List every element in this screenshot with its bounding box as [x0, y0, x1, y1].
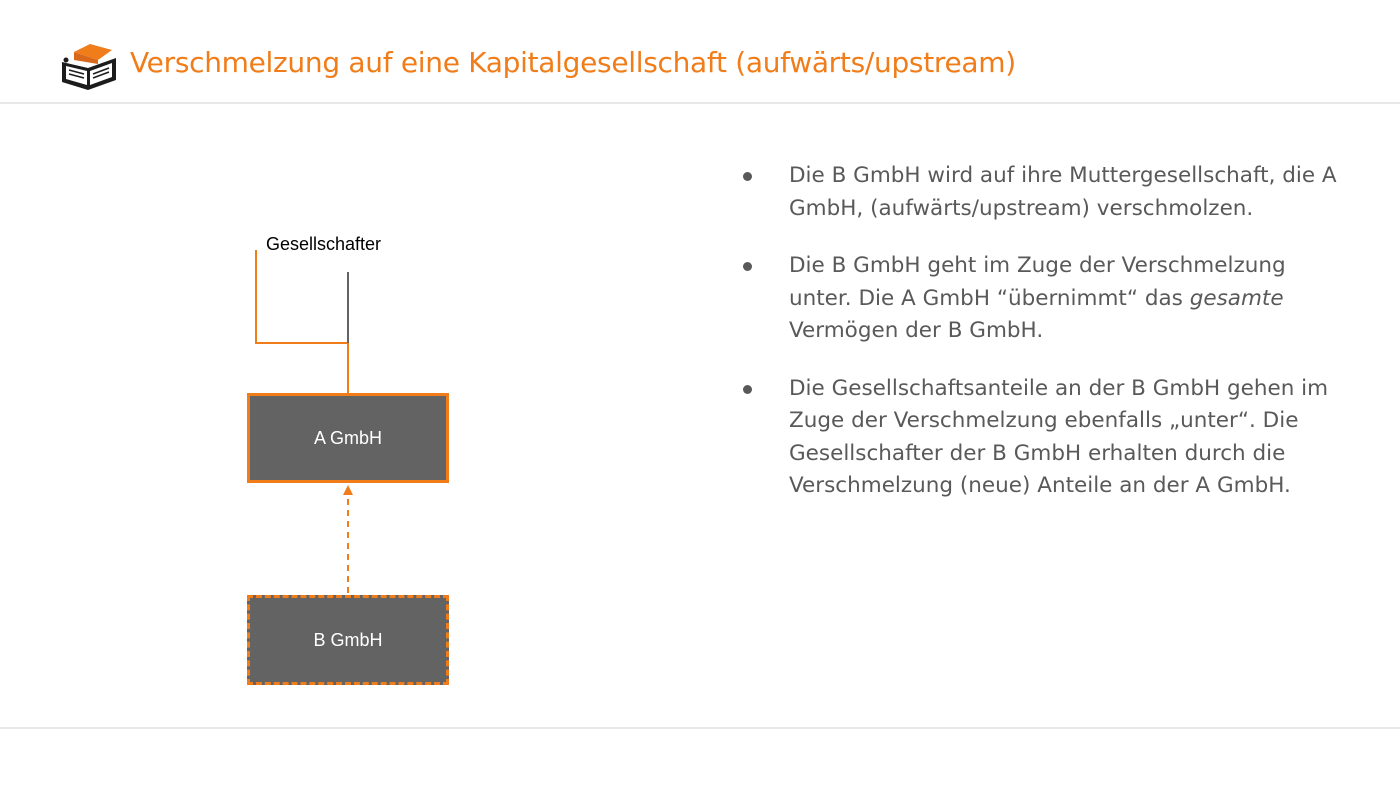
- merger-arrowhead-icon: [343, 485, 353, 495]
- company-a-box: [247, 393, 449, 483]
- bullet-text-part: Vermögen der B GmbH.: [789, 318, 1044, 343]
- bullet-text: Die B GmbH wird auf ihre Muttergesellschaft, die A GmbH, (aufwärts/upstream) verschmolzen.: [789, 163, 1337, 221]
- bullet-text-part: Die B GmbH geht im Zuge der Verschmelzung unter. Die A GmbH “übernimmt“ das: [789, 253, 1286, 311]
- bullet-dot-icon: [743, 385, 752, 394]
- bullet-item: [740, 160, 1340, 225]
- company-a-label: A GmbH: [313, 427, 383, 448]
- explanation-bullet-list: [740, 160, 1340, 528]
- footer-divider: [0, 727, 1400, 729]
- slide-header: [0, 0, 1400, 104]
- bullet-dot-icon: [743, 262, 752, 271]
- bullet-text: Die Gesellschaftsanteile an der B GmbH gehen im Zuge der Verschmelzung ebenfalls „unter“. Die Gesellschafter der B GmbH erhalten durch die Verschmelzung (neue) Anteile an der A GmbH.: [789, 375, 1329, 498]
- company-b-label: B GmbH: [313, 629, 383, 650]
- bullet-emphasis: gesamte: [1189, 285, 1284, 311]
- shareholder-connector-line: [256, 250, 348, 393]
- bullet-item: [740, 373, 1340, 503]
- shareholder-label: Gesellschafter: [266, 234, 382, 254]
- page-title: Verschmelzung auf eine Kapitalgesellschaft (aufwärts/upstream): [130, 46, 1016, 79]
- bullet-dot-icon: [743, 172, 752, 181]
- bullet-item: [740, 250, 1340, 348]
- graduation-book-logo-icon: [60, 42, 118, 92]
- company-b-box: [247, 595, 449, 685]
